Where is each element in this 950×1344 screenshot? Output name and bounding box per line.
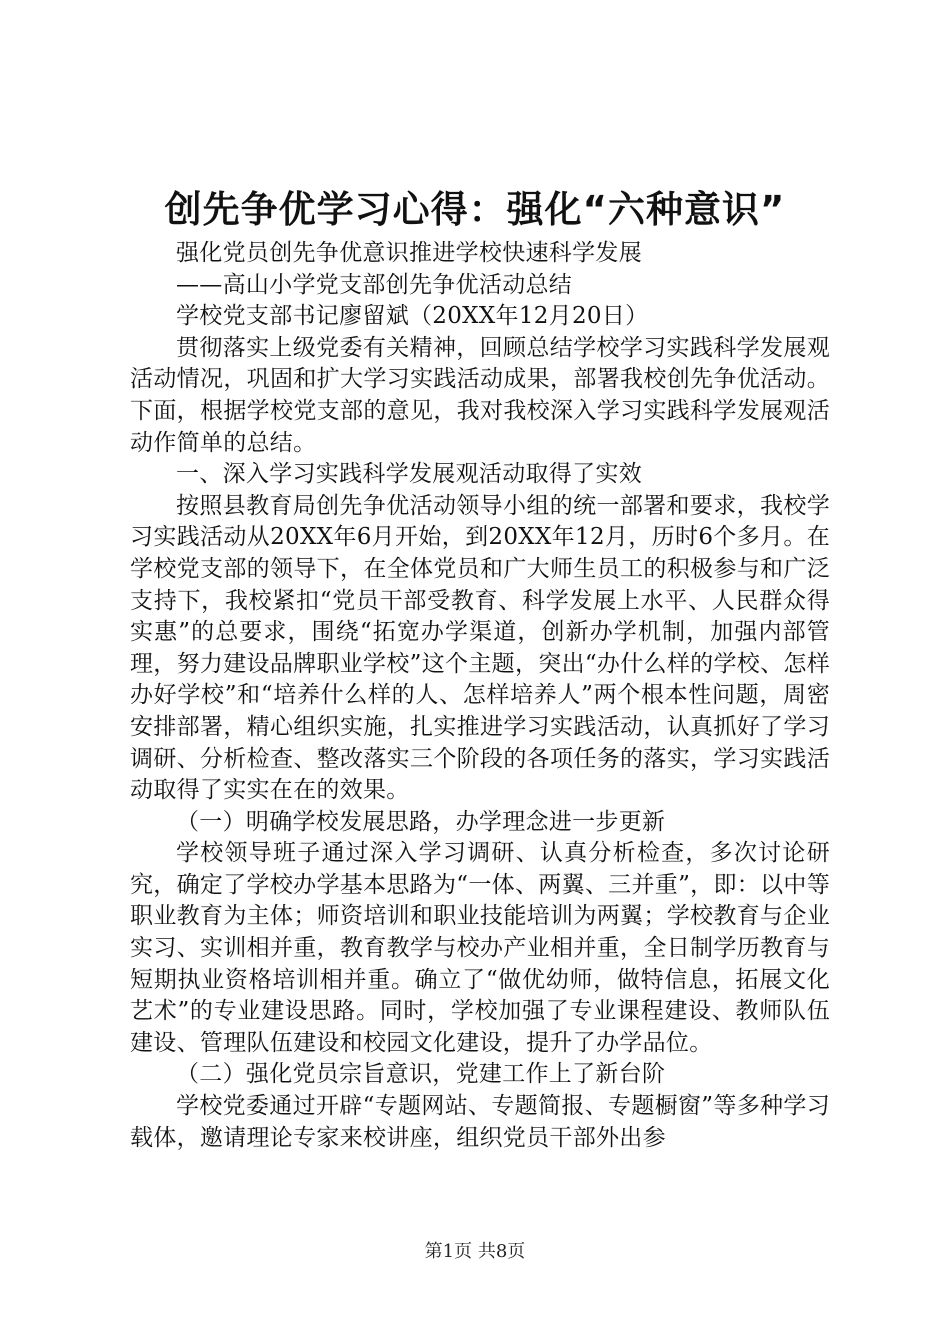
- subsection-heading: （一）明确学校发展思路，办学理念进一步更新: [176, 808, 666, 835]
- subtitle-line: ——高山小学党支部创先争优活动总结: [176, 271, 573, 298]
- body-paragraph: 学校党委通过开辟“专题网站、专题简报、专题橱窗”等多种学习载体，邀请理论专家来校讲座，组织党员干部外出参: [130, 1093, 830, 1151]
- page-number-footer: 第1页 共8页: [424, 1241, 526, 1262]
- subsection-heading: （二）强化党员宗旨意识，党建工作上了新台阶: [176, 1061, 666, 1088]
- body-paragraph: 学校领导班子通过深入学习调研、认真分析检查，多次讨论研究，确定了学校办学基本思路为“一体、两翼、三并重”，即：以中等职业教育为主体；师资培训和职业技能培训为两翼；学校教育与企业实习、实训相并重，教育教学与校办产业相并重，全日制学历教育与短期执业资格培训相并重。确立了“做优幼师，做特信息，拓展文化艺术”的专业建设思路。同时，学校加强了专业课程建设、教师队伍建设、管理队伍建设和校园文化建设，提升了办学品位。: [130, 840, 830, 1056]
- body-paragraph: 按照县教育局创先争优活动领导小组的统一部署和要求，我校学习实践活动从20XX年6月开始，到20XX年12月，历时6个多月。在学校党支部的领导下，在全体党员和广大师生员工的积极参与和广泛支持下，我校紧扣“党员干部受教育、科学发展上水平、人民群众得实惠”的总要求，围绕“拓宽办学渠道，创新办学机制，加强内部管理，努力建设品牌职业学校”这个主题，突出“办什么样的学校、怎样办好学校”和“培养什么样的人、怎样培养人”两个根本性问题，周密安排部署，精心组织实施，扎实推进学习实践活动，认真抓好了学习调研、分析检查、整改落实三个阶段的各项任务的落实，学习实践活动取得了实实在在的效果。: [130, 492, 830, 804]
- document-body: [130, 238, 830, 1154]
- author-date-line: 学校党支部书记廖留斌（20XX年12月20日）: [176, 303, 649, 330]
- document-title: 创先争优学习心得：强化“六种意识”: [164, 188, 786, 231]
- section-heading: 一、深入学习实践科学发展观活动取得了实效: [176, 461, 642, 488]
- body-paragraph: 贯彻落实上级党委有关精神，回顾总结学校学习实践科学发展观活动情况，巩固和扩大学习实践活动成果，部署我校创先争优活动。下面，根据学校党支部的意见，我对我校深入学习实践科学发展观活动作简单的总结。: [130, 334, 830, 456]
- subtitle-line: 强化党员创先争优意识推进学校快速科学发展: [176, 240, 642, 266]
